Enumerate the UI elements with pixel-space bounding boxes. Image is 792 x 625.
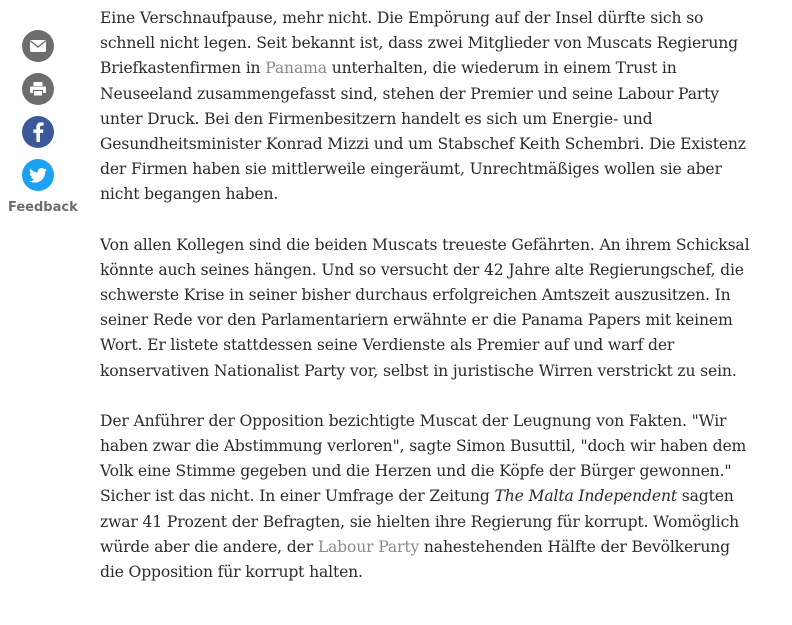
- feedback-link[interactable]: Feedback: [8, 200, 78, 215]
- facebook-icon: [32, 122, 44, 142]
- article-paragraph-2: [100, 233, 750, 384]
- printer-icon: [29, 81, 47, 97]
- article-paragraph-1: [100, 6, 750, 208]
- paragraph-text: Von allen Kollegen sind die beiden Muscats treueste Gefährten. An ihrem Schicksal könnte auch seines hängen. Und so versucht der 42 Jahre alte Regierungschef, die schwerste Krise in seiner bisher durchaus erfolgreichen Amtszeit auszusitzen. In seiner Rede vor den Parlamentariern erwähnte er die Panama Papers mit keinem Wort. Er listete stattdessen seine Verdienste als Premier auf und warf der konservativen Nationalist Party vor, selbst in juristische Wirren verstrickt zu sein.: [100, 235, 750, 380]
- article-paragraph-3: [100, 409, 750, 585]
- link-panama[interactable]: Panama: [265, 59, 327, 78]
- share-email-button[interactable]: [22, 30, 54, 62]
- twitter-icon: [29, 168, 47, 183]
- share-twitter-button[interactable]: [22, 159, 54, 191]
- link-labour-party[interactable]: Labour Party: [317, 537, 420, 556]
- paragraph-text: Der Anführer der Opposition bezichtigte Muscat der Leugnung von Fakten. "Wir haben zwar die Abstimmung verloren", sagte Simon Busuttil, "doch wir haben dem Volk eine Stimme gegeben und die Herzen und die Köpfe der Bürger gewonnen." Sicher ist das nicht. In einer Umfrage der Zeitung: [100, 411, 747, 506]
- share-facebook-button[interactable]: [22, 116, 54, 148]
- paragraph-text: nahestehenden Hälfte der Bevölkerung die Opposition für korrupt halten.: [100, 537, 730, 582]
- envelope-icon: [29, 39, 47, 53]
- print-button[interactable]: [22, 73, 54, 105]
- paragraph-text: sagten zwar 41 Prozent der Befragten, sie hielten ihre Regierung für korrupt. Womöglich würde aber die andere, der: [100, 487, 740, 556]
- article-body: [100, 6, 750, 610]
- paragraph-text: unterhalten, die wiederum in einem Trust in Neuseeland zusammengefasst sind, stehen der Premier und seine Labour Party unter Druck. Bei den Firmenbesitzern handelt es sich um Energie- und Gesundheitsminister Konrad Mizzi und um Stabschef Keith Schembri. Die Existenz der Firmen haben sie mittlerweile eingeräumt, Unrechtmäßiges wollen sie aber nicht begangen haben.: [100, 59, 746, 204]
- paragraph-text: Eine Verschnaufpause, mehr nicht. Die Empörung auf der Insel dürfte sich so schnell nicht legen. Seit bekannt ist, dass zwei Mitglieder von Muscats Regierung Briefkastenfirmen in: [100, 9, 738, 78]
- newspaper-name: The Malta Independent: [494, 487, 677, 506]
